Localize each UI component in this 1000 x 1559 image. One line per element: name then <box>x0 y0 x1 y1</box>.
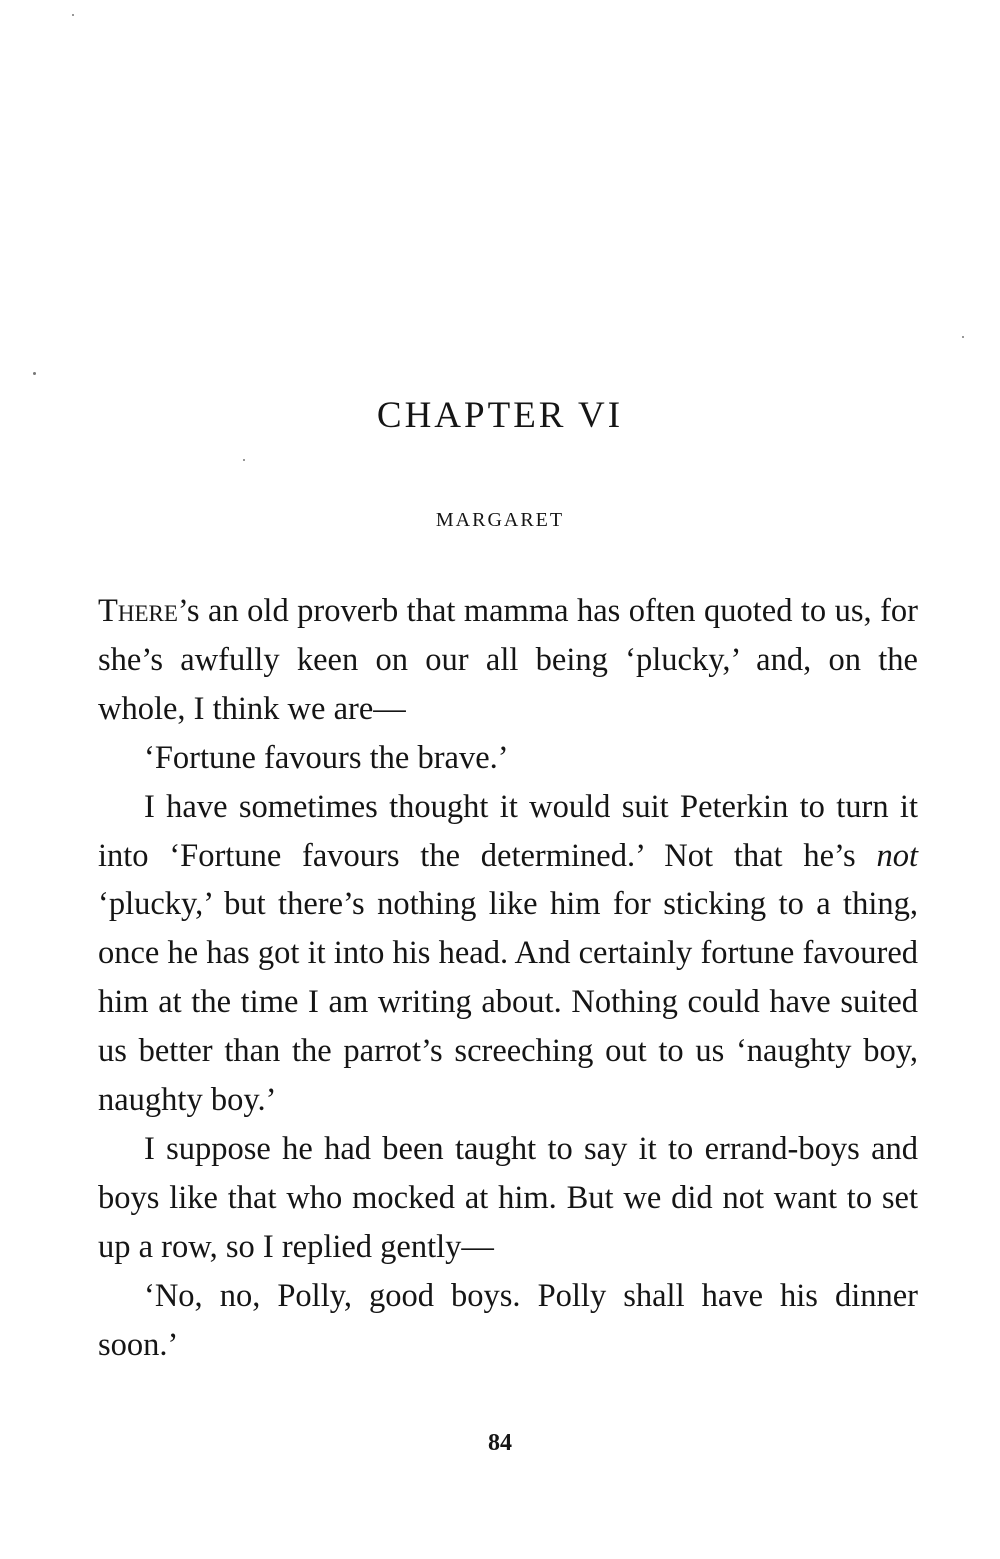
paragraph: ‘Fortune favours the brave.’ <box>144 739 509 776</box>
page-speck <box>962 336 964 338</box>
page-speck <box>72 14 74 16</box>
paragraph-text: I have sometimes thought it would suit Peterkin to turn it into ‘Fortune favours the determined.’ Not that he’s <box>98 788 918 874</box>
opening-small-caps: There <box>98 593 178 629</box>
paragraph-text: ’s an old proverb that mamma has often quoted to us, for she’s awfully keen on our all being ‘plucky,’ and, on the whole, I think we are— <box>98 593 918 727</box>
chapter-subtitle: MARGARET <box>435 509 565 531</box>
paragraph <box>98 783 918 1125</box>
page-number: 84 <box>488 1430 512 1456</box>
paragraph <box>98 587 918 734</box>
emphasis: not <box>876 837 918 874</box>
paragraph: ‘No, no, Polly, good boys. Polly shall have his dinner soon.’ <box>98 1277 918 1363</box>
chapter-body <box>98 587 918 1370</box>
chapter-heading: CHAPTER VI <box>376 395 624 436</box>
page-speck <box>243 459 245 461</box>
page-speck <box>33 372 36 375</box>
paragraph-text: ‘plucky,’ but there’s nothing like him for sticking to a thing, once he has got it into his head. And certainly fortune favoured him at the time I am writing about. Nothing could have suited us better than the parrot’s screeching out to us ‘naughty boy, naughty boy.’ <box>98 886 918 1119</box>
paragraph: I suppose he had been taught to say it to errand-boys and boys like that who mocked at him. But we did not want to set up a row, so I replied gently— <box>98 1130 918 1265</box>
